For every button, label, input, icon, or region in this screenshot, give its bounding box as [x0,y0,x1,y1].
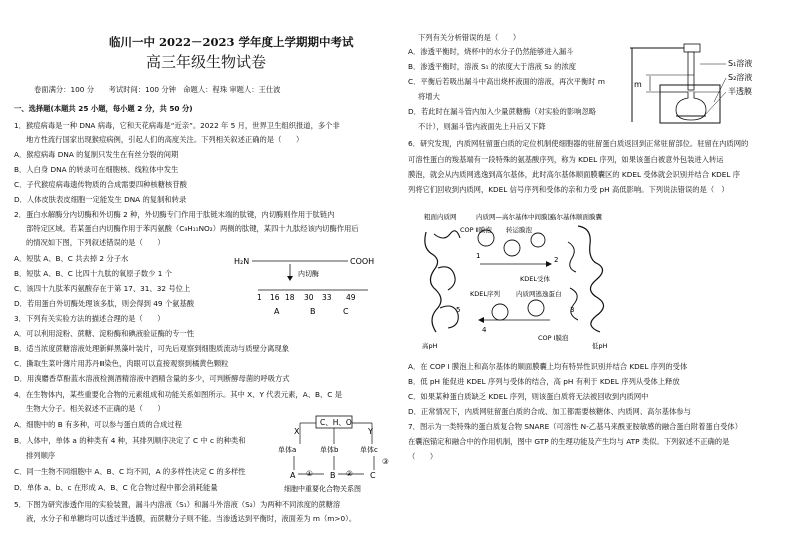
compound-diagram [276,414,392,494]
question-text: 1．猴痘病毒是一种 DNA 病毒，它和天花病毒是“近亲”。2022 年 5 月，世界卫生组织报道，多个非 [14,121,340,130]
option-text: C．如果某种蛋白质缺乏 KDEL 序列，则该蛋白质将无法被回收到内质网中 [408,392,649,401]
position-label: 18 [285,293,295,302]
escaped-protein-label: 内质网逃逸蛋白 [516,290,562,298]
question-text: 生物大分子。相关叙述不正确的是（ ） [26,404,165,413]
monomer-label: 单体c [360,446,378,454]
exam-subtitle: 高三年级生物试卷 [146,53,267,71]
position-label: 33 [322,293,332,302]
question-text: 5．下图为研究渗透作用的实验装置，漏斗内溶液（S₁）和漏斗外溶液（S₂）为两种不同浓度的蔗糖溶 [14,500,341,509]
option-text: 不计），则漏斗管内液面先上升后又下降 [418,122,546,131]
height-difference-label: m [634,80,642,89]
exam-meta: 卷面满分：100 分 考试时间：100 分钟 命题人：程珠 审题人：王仕波 [34,85,281,94]
fragment-label: A [274,307,280,316]
golgi-kdel-figure [420,208,620,354]
kdel-receptor-label: KDEL受体 [520,275,550,283]
low-ph-label: 低pH [592,342,608,350]
question-text: （ ） [408,452,438,461]
monomer-label: 单体b [320,446,339,454]
osmosis-figure [628,30,784,128]
option-text: D．若用蛋白外切酶处理该多肽，则会得到 49 个氨基酸 [14,299,195,308]
option-text: B．渗透平衡时，溶液 S₁ 的浓度大于溶液 S₂ 的浓度 [408,62,577,71]
option-text: A．渗透平衡时，烧杯中的水分子仍然能够进入漏斗 [408,47,574,56]
s1-solution-label: S₁溶液 [728,59,753,68]
option-text: B．人体中，单体 a 的种类有 4 种，其排列顺序决定了 C 中 c 的种类和 [14,436,246,445]
position-label: 30 [304,293,314,302]
step-label: ① [306,469,313,478]
option-text: A．猴痘病毒 DNA 的复制只发生在有丝分裂的间期 [14,150,179,159]
section-heading: 一、选择题(本题共 25 小题，每小题 2 分，共 50 分) [14,104,193,113]
question-text: 地方性流行国家出现猴痘病例，引起人们的高度关注。下列相关叙述正确的是（ ） [26,135,304,144]
cop2-label: COP Ⅱ膜泡 [460,226,492,234]
position-label: 49 [346,293,356,302]
option-text: D．人体皮肤表皮细胞一定能发生 DNA 的复制和转录 [14,195,187,204]
fragment-label: C [343,307,349,316]
cop1-label: COP Ⅰ膜泡 [538,334,569,342]
option-text: 将增大 [418,92,440,101]
question-text: 可溶性蛋白的羧基端有一段特殊的氨基酸序列，称为 KDEL 序列，如果该蛋白被意外包装进入转运 [408,155,724,164]
question-text: 3．下列有关实验方法的描述合理的是（ ） [14,314,165,323]
step-label: 5 [456,306,461,314]
question-text: 7．图示为一类特殊的蛋白质复合物 SNARE（可溶性 N-乙基马来酰亚胺敏感的融合蛋白附着蛋白受体） [408,422,743,431]
elements-box-label: C、H、O [320,418,352,427]
option-text: C．平衡后若吸出漏斗中高出烧杯液面的溶液，再次平衡时 m [408,77,605,86]
question-text: 下列有关分析错误的是（ ） [418,33,521,42]
position-label: 16 [270,293,280,302]
option-text: C．同一生物不同细胞中 A、B、C 均不同，A 的多样性决定 C 的多样性 [14,467,246,476]
option-text: B．人白身 DNA 的转录可在细胞核、线粒体中发生 [14,165,179,174]
option-text: B．低 pH 能促进 KDEL 序列与受体的结合，高 pH 有利于 KDEL 序列从受体上释放 [408,377,680,386]
membrane-label: 半透膜 [728,87,752,96]
question-text: 的情况如下图，下列叙述错误的是（ ） [26,238,165,247]
question-text: 列将它们回收到内质网，KDEL 信号序列和受体的亲和力受 pH 高低影响。下列说法错误的是（ ） [408,185,729,194]
element-y-label: Y [368,427,373,436]
question-text: 6．研究发现，内质网驻留蛋白质的定位机制使细胞器的驻留蛋白质返回到正常驻留部位。驻留在内质网的 [408,139,749,148]
option-text: C．子代猴痘病毒遗传物质的合成需要四种核糖核苷酸 [14,180,187,189]
question-text: 在囊泡锚定和融合中的作用机制，图中 GTP 的生理功能及产生均与 ATP 类似。下列叙述不正确的是 [408,437,730,446]
step-label: 3 [570,306,575,314]
macromolecule-label: C [370,471,376,480]
option-text: A．可以利用淀粉、蔗糖、淀粉酶和碘液验证酶的专一性 [14,329,195,338]
step-label: 1 [476,252,481,260]
question-text: 膜泡，就会从内质网逃逸到高尔基体，此时高尔基体顺面膜囊区的 KDEL 受体就会识别并结合 KDEL 序 [408,170,741,179]
compound-diagram-caption: 细胞中重要化合物关系图 [284,485,361,493]
kdel-sequence-label: KDEL序列 [470,290,500,298]
option-text: D．若此时在漏斗管内加入少量蔗糖酶（对实验的影响忽略 [408,107,597,116]
macromolecule-label: A [290,471,296,480]
option-text: 排列顺序 [26,451,56,460]
option-text: B．适当浓度蔗糖溶液处理新鲜黑藻叶装片，可先后观察到细胞质流动与质壁分离现象 [14,344,289,353]
option-text: A．在 COP Ⅰ 膜泡上和高尔基体的顺面膜囊上均有特异性识别并结合 KDEL 序列的受体 [408,362,688,371]
macromolecule-label: B [330,471,336,480]
step-label: ③ [382,457,389,466]
element-x-label: X [294,427,300,436]
option-text: A．短肽 A、B、C 共去掉 2 分子水 [14,254,129,263]
transport-vesicle-label: 转运膜泡 [506,226,532,234]
rer-label: 粗面内质网 [424,213,457,221]
question-text: 2．蛋白水解酶分内切酶和外切酶 2 种，外切酶专门作用于肽链末端的肽键，内切酶则作用于肽链内 [14,210,335,219]
peptide-figure [232,254,382,320]
high-ph-label: 高pH [422,342,438,350]
enzyme-label: 内切酶 [298,270,319,278]
option-text: C．撕取生菜叶薄片用苏丹Ⅲ染色，肉眼可以直接观察到橘黄色颗粒 [14,359,229,368]
position-label: 1 [257,293,262,302]
fragment-label: B [310,307,316,316]
option-text: C．该四十九肽苯丙氨酸存在于第 17、31、32 号位上 [14,284,191,293]
step-label: 4 [482,326,487,334]
question-text: 液，水分子和单糖均可以透过半透膜，而蔗糖分子则不能。当渗透达到平衡时，液面差为 m（m>0）。 [26,514,357,523]
option-text: D．单体 a、b、c 在形成 A、B、C 化合物过程中都会消耗能量 [14,483,218,492]
monomer-label: 单体a [278,446,297,454]
option-text: B．短肽 A、B、C 比四十九肽的氧原子数少 1 个 [14,269,173,278]
s2-solution-label: S₂溶液 [728,73,753,82]
exam-title: 临川一中 2022－2023 学年度上学期期中考试 [109,35,354,49]
option-text: D．用溴麝香草酚蓝水溶液检测酒精溶液中酒精含量的多少，可判断酵母菌的呼吸方式 [14,374,290,383]
ergic-label: 内质网—高尔基体中间膜区 [476,213,554,221]
question-text: 部特定区域。若某蛋白内切酶作用于苯丙氨酸（C₉H₁₁NO₂）两侧的肽键，某四十九肽经该内切酶作用后 [26,224,359,233]
question-text: 4．在生物体内，某些重要化合物的元素组成和功能关系如图所示。其中 X、Y 代表元素，A、B、C 是 [14,390,343,399]
option-text: D．正常情况下，内质网驻留蛋白质的合成、加工都需要核糖体、内质网、高尔基体参与 [408,407,691,416]
peptide-c-terminus: COOH [350,257,375,266]
option-text: A．细胞中的 B 有多种，可以参与蛋白质的合成过程 [14,420,182,429]
peptide-n-terminus: H₂N [234,257,250,266]
step-label: ② [346,469,353,478]
step-label: 2 [554,256,559,264]
cis-golgi-label: 高尔基体顺面膜囊 [550,213,602,221]
